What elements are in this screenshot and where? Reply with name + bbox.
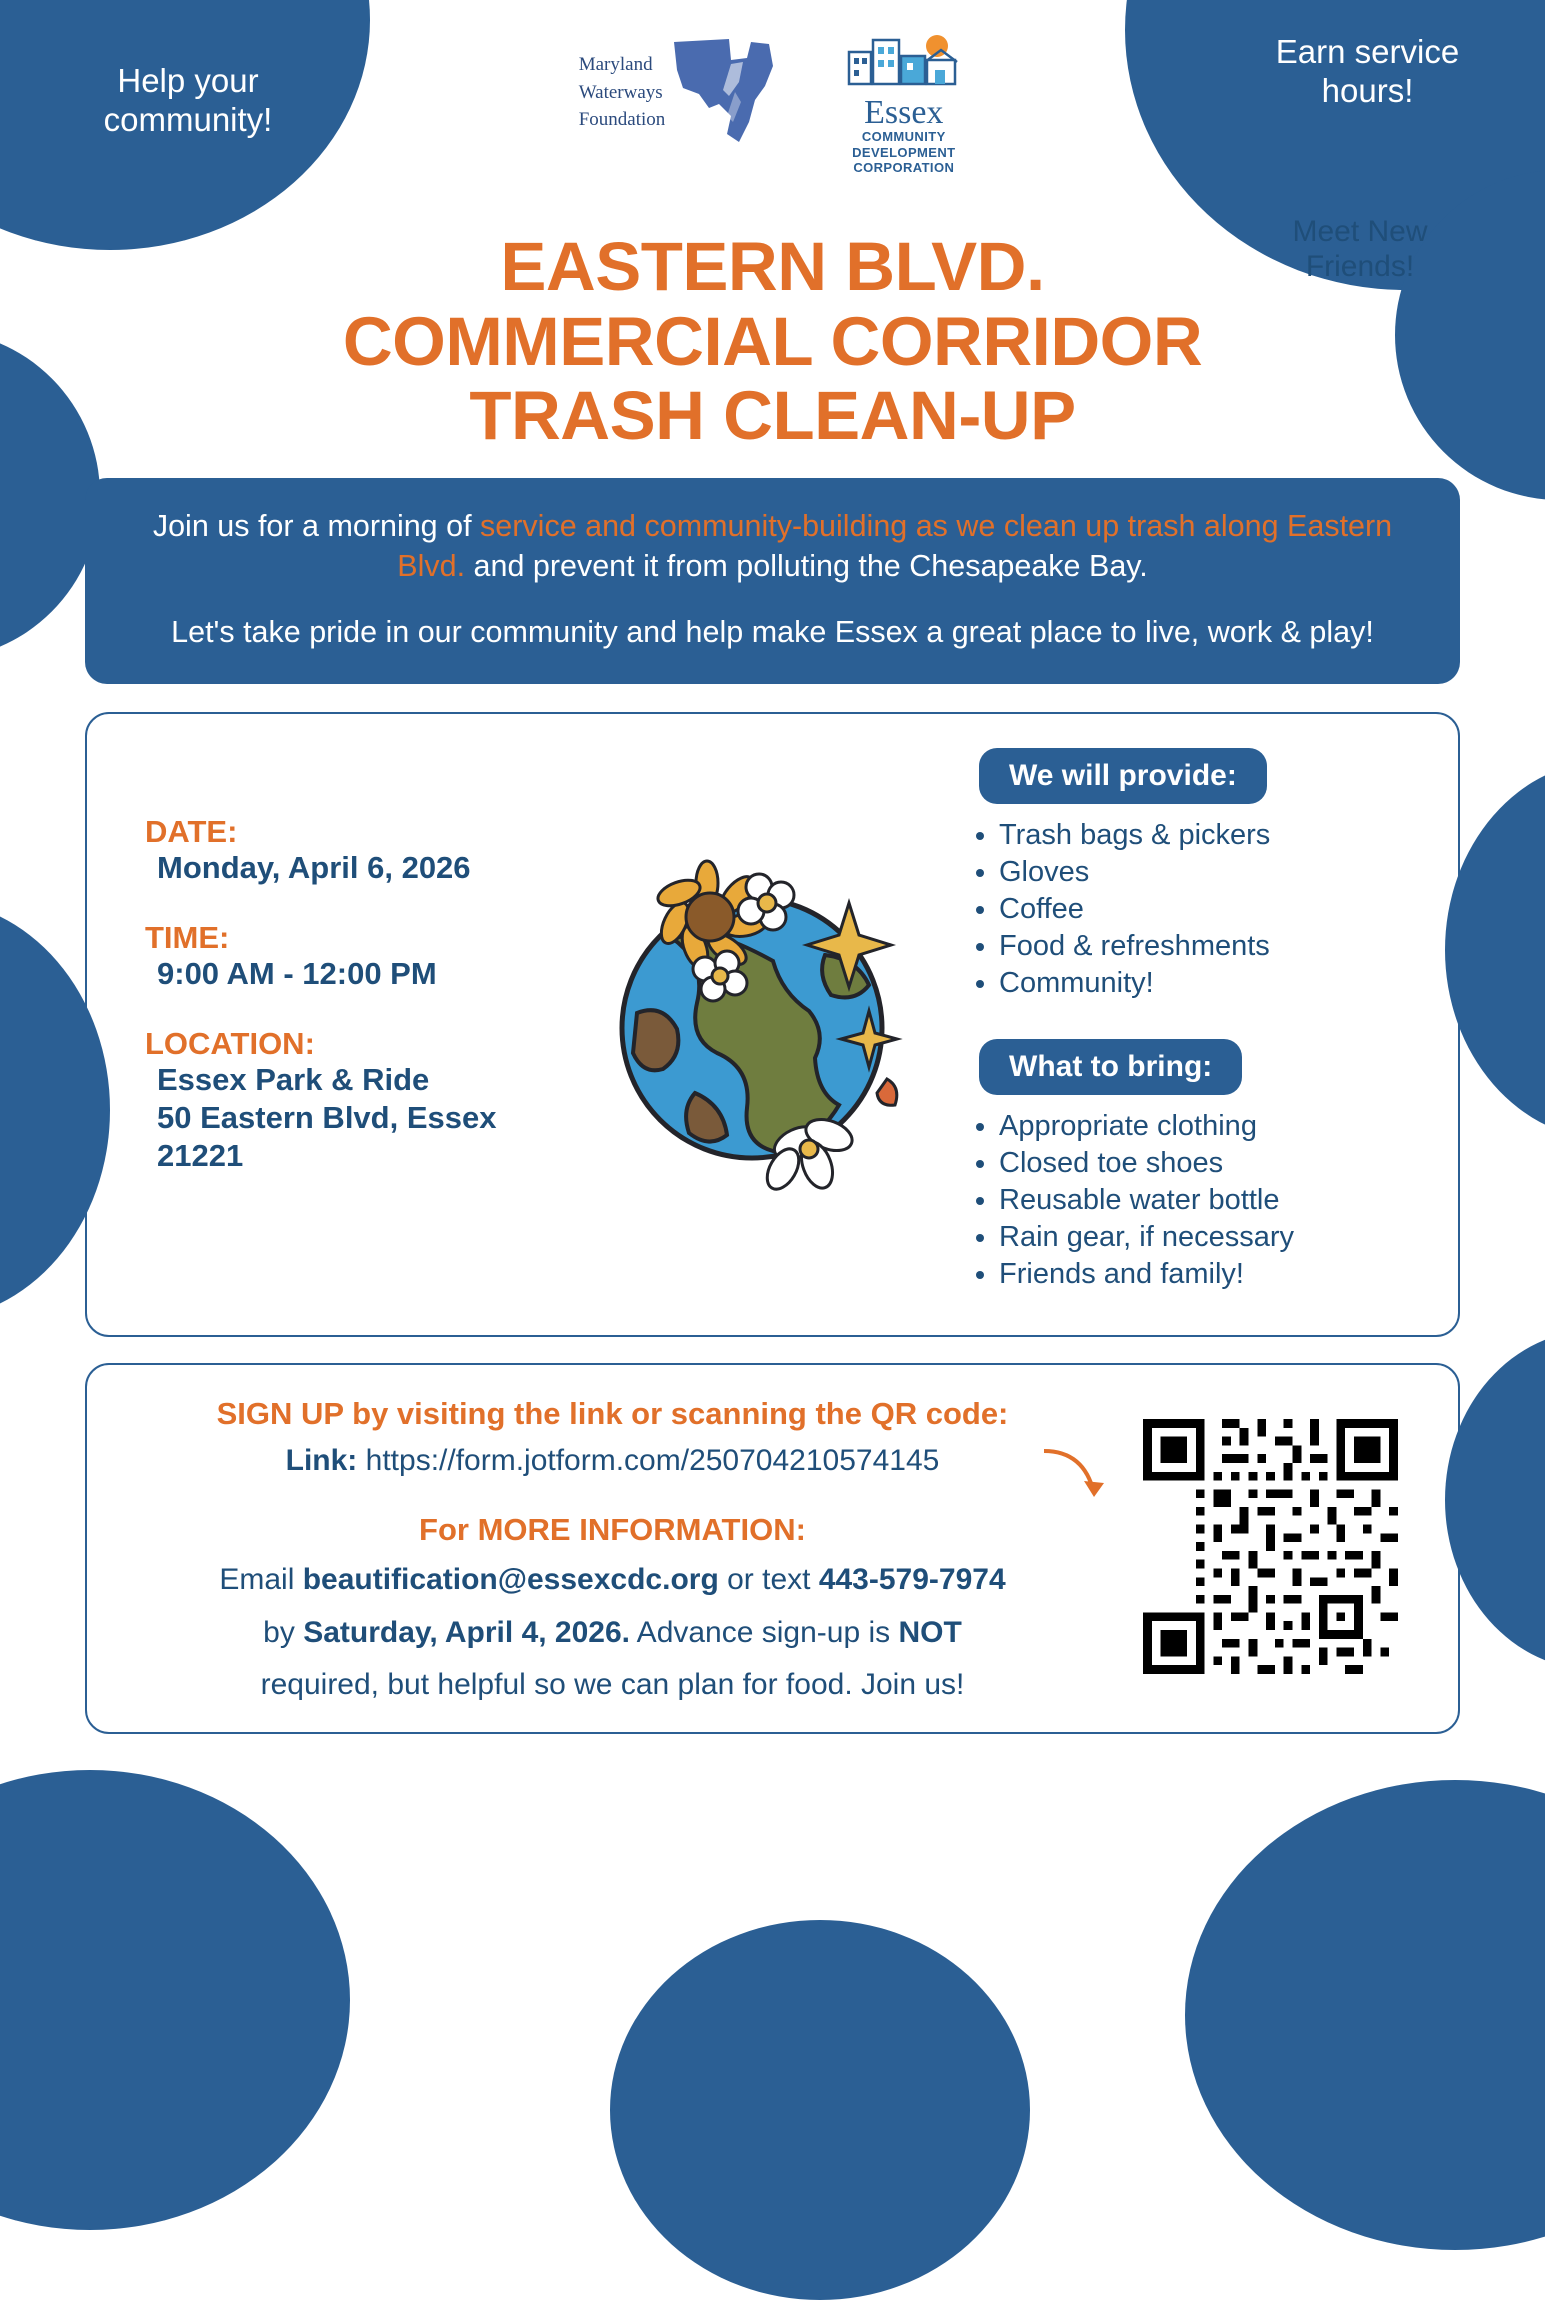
list-item: • Appropriate clothing [999, 1109, 1428, 1145]
location-line-2: 50 Eastern Blvd, Essex 21221 [157, 1100, 497, 1173]
essex-logo-line1: COMMUNITY [861, 129, 946, 145]
signup-card [85, 1363, 1460, 1734]
md-logo-line2: Waterways [578, 81, 663, 103]
what-to-bring-list [957, 1109, 1428, 1293]
contact-line-2 [115, 1613, 1110, 1654]
contact-email-prefix: Email [219, 1563, 303, 1597]
event-info-column [117, 740, 557, 1305]
we-will-provide-list [957, 818, 1428, 1002]
essex-logo-line3: CORPORATION [853, 159, 955, 175]
intro-paragraph-2: Let's take pride in our community and help make Essex a great place to live, work & play! [171, 615, 1374, 650]
time-value: 9:00 AM - 12:00 PM [157, 956, 437, 992]
list-item: • Food & refreshments [999, 929, 1428, 965]
leaf-icon [877, 1079, 897, 1105]
curved-arrow-icon [1040, 1445, 1110, 1515]
title-line-2: COMMERCIAL CORRIDOR [342, 302, 1203, 380]
earn-service-hours-text: Earn service hours! [1275, 33, 1460, 109]
md-logo-line1: Maryland [578, 54, 653, 76]
date-label: DATE: [145, 814, 238, 850]
list-item: • Friends and family! [999, 1257, 1428, 1293]
location-line-1: Essex Park & Ride [157, 1062, 430, 1098]
essex-logo-line2: DEVELOPMENT [852, 144, 956, 160]
not-emphasis: NOT [898, 1615, 962, 1649]
contact-line-1 [115, 1560, 1110, 1601]
contact-phone[interactable]: 443-579-7974 [818, 1563, 1006, 1597]
md-logo-line3: Foundation [578, 109, 666, 131]
intro-text-b: and prevent it from polluting the Chesapeake Bay. [465, 548, 1148, 583]
more-information-heading: For MORE INFORMATION: [419, 1512, 806, 1548]
maryland-map-icon [669, 30, 779, 155]
signup-heading: SIGN UP by visiting the link or scanning the QR code: [216, 1396, 1009, 1432]
help-community-text: Help your community! [103, 62, 273, 138]
list-item: • Reusable water bottle [999, 1183, 1428, 1219]
list-item: • Rain gear, if necessary [999, 1220, 1428, 1256]
maryland-waterways-foundation-logo [579, 30, 780, 155]
essex-logo-name: Essex [864, 94, 944, 131]
signup-text-column [115, 1387, 1110, 1706]
globe-illustration [577, 843, 937, 1203]
deadline-date: Saturday, April 4, 2026. [303, 1615, 630, 1649]
qr-column [1110, 1387, 1430, 1706]
essex-cdc-logo [841, 30, 966, 175]
list-item: • Gloves [999, 855, 1428, 891]
time-field [145, 921, 557, 993]
list-item: • Closed toe shoes [999, 1146, 1428, 1182]
logo-row [0, 30, 1545, 175]
earth-globe-icon [577, 843, 937, 1203]
contact-email[interactable]: beautification@essexcdc.org [302, 1563, 719, 1597]
intro-text-highlight: service and community-building as we clean up trash along Eastern Blvd. [397, 508, 1393, 583]
decorative-blob-bottom-right [1185, 1780, 1545, 2250]
list-item: • Coffee [999, 892, 1428, 928]
meet-new-friends-text: Meet New Friends! [1292, 215, 1428, 283]
daisy-top-icon [738, 874, 794, 930]
contact-text-prefix: or text [718, 1563, 819, 1597]
qr-code[interactable] [1143, 1419, 1398, 1674]
signup-link-url[interactable]: https://form.jotform.com/250704210574145 [365, 1444, 940, 1478]
intro-text-a: Join us for a morning of [152, 508, 481, 543]
list-item: • Trash bags & pickers [999, 818, 1428, 854]
what-to-bring-title: What to bring: [979, 1039, 1242, 1095]
advance-signup-text: Advance sign-up is [630, 1615, 899, 1649]
decorative-blob-bottom-center [610, 1920, 1030, 2300]
date-value: Monday, April 6, 2026 [157, 850, 471, 886]
location-label: LOCATION: [145, 1026, 315, 1062]
signup-link-label: Link: [285, 1444, 358, 1478]
event-details-card [85, 712, 1460, 1337]
deadline-prefix: by [263, 1615, 304, 1649]
title-line-3: TRASH CLEAN-UP [469, 377, 1076, 455]
essex-buildings-icon [841, 30, 966, 90]
we-will-provide-title: We will provide: [979, 748, 1267, 804]
contact-line-3: required, but helpful so we can plan for food. Join us! [260, 1668, 965, 1702]
signup-link-row[interactable] [115, 1444, 1110, 1478]
globe-illustration-column [557, 740, 957, 1305]
time-label: TIME: [145, 920, 230, 956]
intro-paragraph-1 [125, 506, 1420, 587]
daisy-left-icon [693, 951, 747, 1001]
location-field [145, 1027, 557, 1175]
intro-panel [85, 478, 1460, 685]
decorative-blob-bottom-left [0, 1770, 350, 2230]
list-item: • Community! [999, 966, 1428, 1002]
supplies-column [957, 740, 1428, 1305]
date-field [145, 815, 557, 887]
title-line-1: EASTERN BLVD. [500, 228, 1045, 305]
